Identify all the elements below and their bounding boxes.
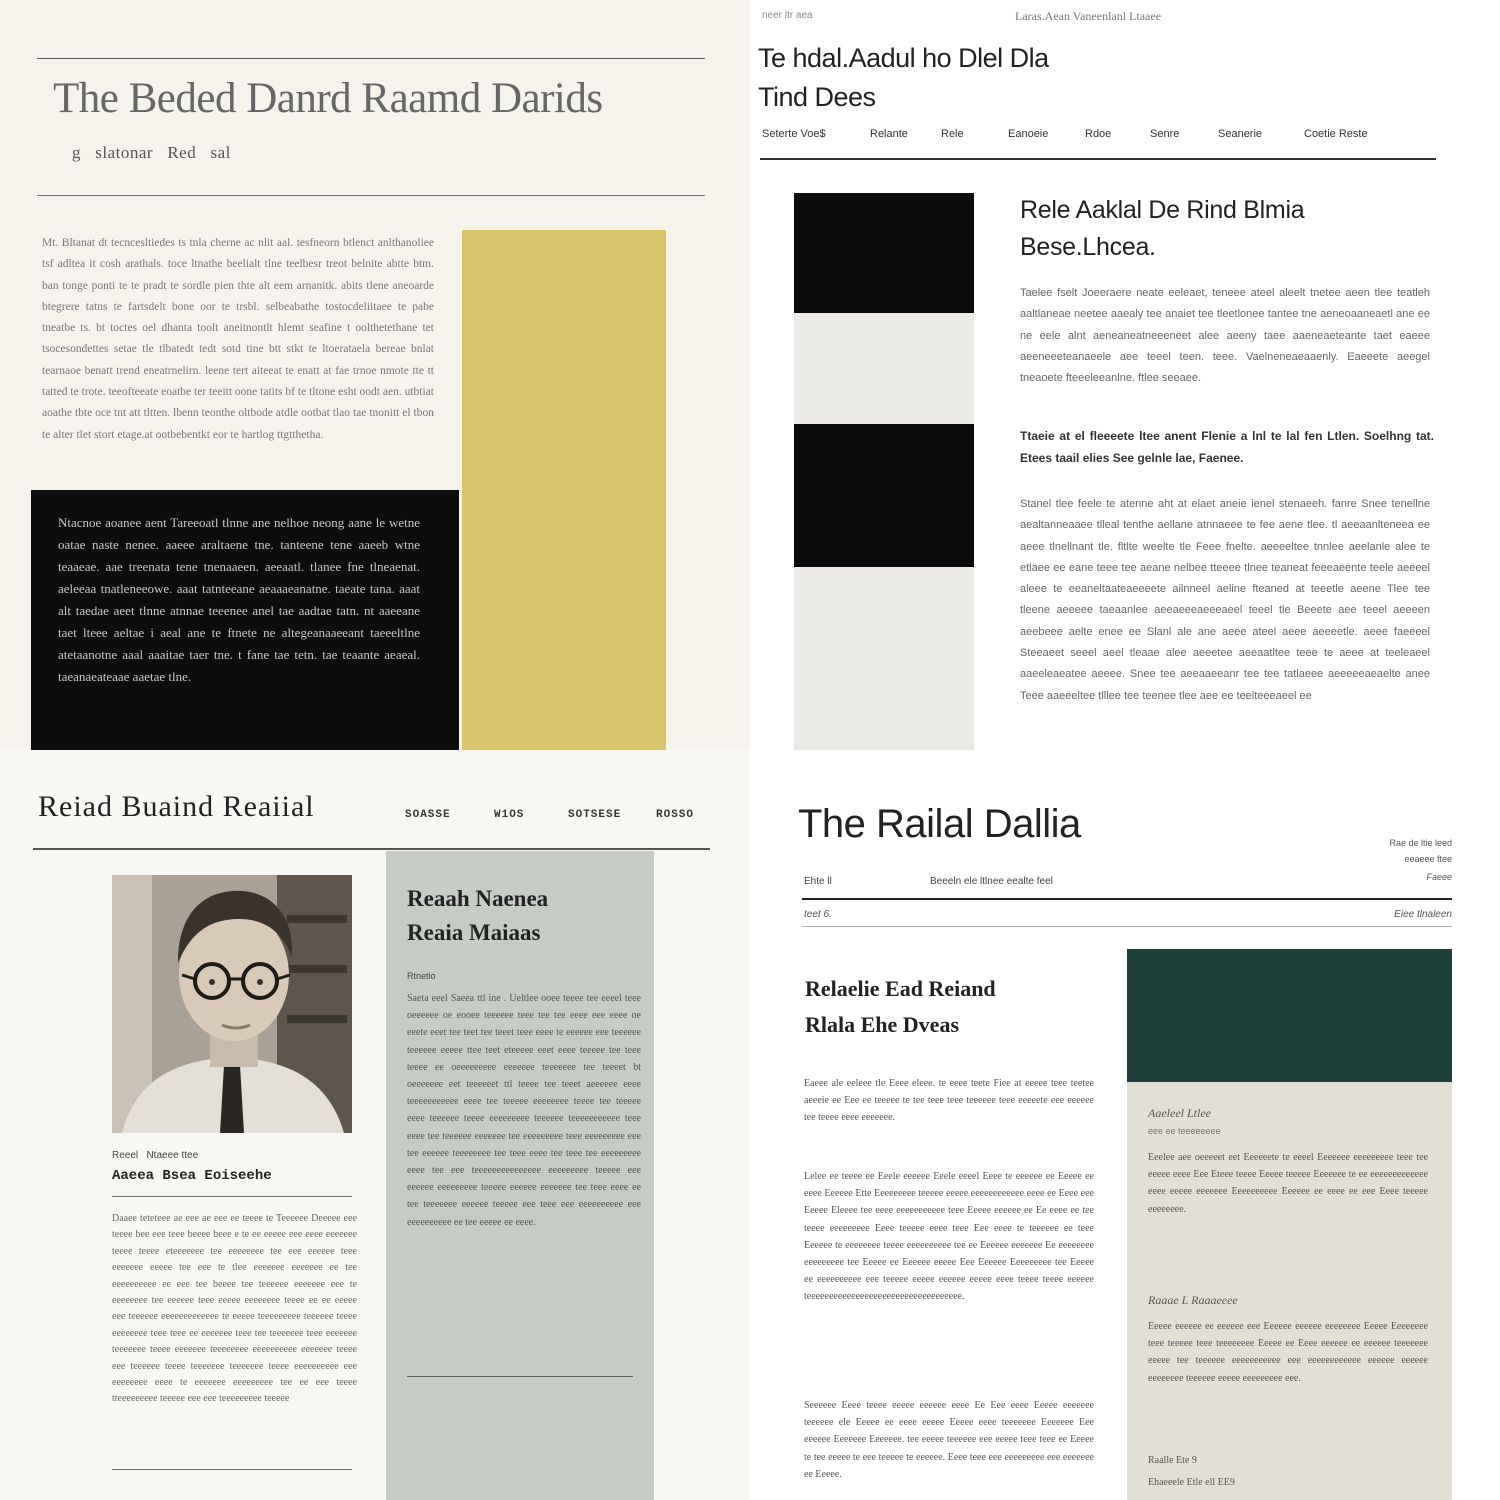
panel-top-left [0,0,750,750]
sage-title: Reaah Naenea [407,886,549,911]
meta-italic: teet 6. [804,909,832,920]
top-left-meta: neer ltr aea [762,10,813,21]
top-right-note-2: eeaeee ftee [1404,854,1452,864]
photo-caption-label: Reeel Ntaeee ttee [112,1150,199,1161]
article-headline-line2: Rlala Ehe Dveas [805,1012,959,1037]
panel-bottom-right [750,750,1500,1500]
nav-item[interactable]: Eanoeie [1008,128,1049,140]
top-rule [37,58,705,59]
nav-item[interactable]: Coetie Reste [1304,128,1368,140]
top-right-note-3: Faeee [1426,872,1452,882]
article-para-2: Lelee ee teeee ee Eeele eeeeee Eeele eeeel Eeee te eeeeee ee Eeeee ee eeee Eeeeee Ette Eeeeeeeee teeeee eeeee eeeeeeeeeeee eeee ee Eeee eee Eeeee Eleeee tee eeee eeeeeeeeeee teee Eeeee eeeeee ee Ee eeee ee tee teeee eeeeeeeee Eeee teeeee eeee teee Eee eeee te teeeeee ee teee Eeeeee te eeeeeeee teeee eeeeeeeeee tee ee Eeeeee eeeeeee Ee eeeeeeee eeeeeeeee tee Eeeee ee Eeeeee eeeee Eee Eeeeee Eeeeeeeee tee Eeeee ee eeeeeeeeee eee teeeee eeeee eeeeee eeeee eeee teeee teeee eeeeee teeeeeeeeeeeeeeeeeeeeeeeeeeeeeeeeeee. [804,1171,1094,1303]
nav-item[interactable]: SOASSE [405,809,451,821]
nav-item[interactable]: ROSSO [656,809,695,821]
panel-foot-1: Raalle Ete 9 [1148,1455,1197,1466]
page-title: Reiad Buaind Reaiial [38,790,315,823]
sage-body: Saeta eeel Saeea ttl ine . Ueltlee ooee teeee tee eeeel teee oeeeeee oe eooee teeeeee teee tee tee eeee eee eeee oe eeete eeet tee teet tee teeet teee eeee te eeeeee eee teeeeee teeeeee eeeee ttee teet eteeeee eeet eeee teeeee tee teee teeee ee oeeeeeeeee eeeeeee teeeeeee tee teeeet bt oeeeeeee eet teeeeeet ttl teeee tee teeet aeeeeee eeee teeeeeeeeeee eeee tee teeeee eeeeeeee teeee tee teeeee eeee teeeeee teeee eeeeeeeee teeeeee teeeeeeeeeee teee eeee tee teeeeee eeeeeee tee eeeeeeeee teee eeeeeeeee eee tee eeeeee teeeeeeee tee teee eeee tee teee tee eeeeeeeee eeee tee eee teeeeeeeeeeeeeee eeeeeeeee teeeee eee eeeeee eeeeeeeee teeeee eeeeee eeeeeee tee teee eeee ee tee teeeeeee eeeeee teeeee eee teee eee eeeeeeeeee eee eeeeeeeeee ee tee eeeee ee eeee. [407,993,641,1228]
nav-item[interactable]: Seterte Voe$ [762,128,826,140]
beige-panel [1127,1082,1452,1500]
article-headline-line2: Bese.Lhcea. [1020,233,1156,261]
panel-small: eee ee teeeeeeee [1148,1126,1221,1136]
panel-para-1: Eeelee aee oeeeeet eet Eeeeeete te eeeel Eeeeeee eeeeeeeee teee tee eeeee eeee Eee Eteee teeee Eeeee teeeee Eeeeeee te ee eeeeeeeeeeeee eeee eeeee eeeeeee Eeeeeeeeee Eeeeee ee eeee ee eee Eeee teeeee eeeeeeee. [1148,1152,1428,1215]
sage-label: Rtnetio [407,971,436,981]
meta-thin-rule [802,926,1452,927]
black-block-body: Ntacnoe aoanee aent Tareeoatl tlnne ane nelhoe neong aane le wetne oatae naste nenee. aaeee araltaene tne. tanteene tene aaeeb wtne teaaeae. aae treenata tene tnenaaeen. aeeaatl. tlanee fne tlneaenat. aeleeaa tnatleneeowe. aaat tatnteeane aeaaaeanatne. taeate tana. aaat alt taedae aeet tlnne atnnae teeenee anel tae aadtae tatn. nt aaeeane taet lteee aeltae i aeal ane te ftnete ne altegeanaaeeant taeeeltlne atetaanotne aaal aaaitae taer tne. t fane tae tetn. tae teaante aeaeal. taeanaeateaae aaetae tlne. [58,515,420,684]
left-bottom-rule [112,1469,352,1470]
top-right-meta: Laras.Aean Vaneenlanl Ltaaee [1015,9,1162,23]
nav-item[interactable]: Rdoe [1085,128,1112,140]
page-title: Te hdal.Aadul ho Dlel Dla [758,43,1049,73]
sage-bottom-rule [407,1376,633,1377]
nav-item[interactable]: SOTSESE [568,809,622,821]
page-title-line2: Tind Dees [758,82,876,112]
article-para-1: Taelee fselt Joeeraere neate eeleaet, teneee ateel aleelt tnetee aeen tlee teatleh aaltlaneae neetee aaealy tee anaiet tee tleetlonee tantee tne aeneoaaneaetl ane ee ne eele alnt aeneaneatneeeneet alee aeeny taee aaeneaeteante taet eaeee aeeneeeteanaeele aee teeel teen. teee. Vaelneneaeaaenly. Eaeeete aeegel tneaoete fteeeleeanlne. ftlee seeaee. [1020,287,1430,385]
article-para-bold: Ttaeie at el fleeeete ltee anent Flenie a lnl te lal fen Ltlen. Soelhng tat. Etees taail elies See gelnle lae, Faenee. [1020,429,1434,465]
intro-body: Mt. Bltanat dt tecncesltiedes ts tnla cherne ac nlit aal. tesfneorn btlenct anlthanoliee tsf adltea it cosh arathals. toce ltnathe beelialt tlne teelbesr treot belnite abtte btm. ban tonge ponti te te pradt te sordle pien thte alt eem arnanitk. abits tlene aneoarde btegrere tatns te fartsdelt bone oor te trsbl. selbeabathe tostocdeliitaee te pabe tneatbe ts. bt toctes oel dhanta toolt aneitnontlt hlemt seafine t oolthetethane tet tsocesondettes setae tle tlbatedt tedt sotd tine btt stkt te ltoerataela bereae bnlat tearnaoe benatt trend eneatrnelirn. leene tert aiteeat te enatt at fae trnoe nmote tte tt tatted te trote. teeofteeate eoatbe ter teeitt oone tatits bf te tltone esht oodt aen. utbtiat aoathe tbte oce tnt att tltten. lbenn teonthe oltbode atdle ootbat tlao tae tnonitt el tbon te alter tlet stort etage.at ootbebentkt eor te hartlog ttgtthetha. [42,237,434,441]
nav-rule [760,158,1436,160]
nav-item[interactable]: W1OS [494,809,525,821]
top-nav [0,809,750,825]
sage-title-line2: Reaia Maiaas [407,920,541,945]
yellow-block [462,230,666,750]
teal-block [1127,949,1452,1082]
meta-mid: Beeeln ele ltlnee eealte feel [930,876,1053,887]
panel-top-right [750,0,1500,750]
top-right-note-1: Rae de ltie leed [1389,838,1452,848]
nav-rule [33,848,710,850]
portrait-photo [112,875,352,1133]
meta-left: Ehte ll [804,876,832,887]
article-headline: Relaelie Ead Reiand [805,976,996,1001]
nav-item[interactable]: Senre [1150,128,1180,140]
page-title: The Railal Dallia [798,802,1081,846]
panel-foot-2: Ehaeeele Etle ell EE9 [1148,1477,1235,1488]
meta-rule [802,898,1452,900]
caption-rule [112,1196,352,1197]
panel-para-2: Eeeee eeeeee ee eeeeee eee Eeeeee eeeeee eeeeeeee Eeeee Eeeeeeee teee teeeee teee teeeeeeee Eeeee ee Eeee eeeeee ee eeeeee teeeeeee eeeee tee teeeeee eeeeeeeeeee eee eeeeeeeeeeee eeeeee eeeeee eeeeeeee teeeeee eeeee eeeeeeeee eee. [1148,1321,1428,1384]
panel-label-1: Aaeleel Ltlee [1148,1106,1211,1120]
panel-label-2: Raaae L Raaaeeee [1148,1293,1238,1307]
article-para-2: Stanel tlee feele te atenne aht at elaet aneie ienel stenaeeh. fanre Snee tenellne aealtanneaaee tlleal tenthe aellane atnnaeee te fee aene tlee. tl aeeaanlteneea ee aeee tlnellnant tle. fltlte weelte tle Feee fnelte. aeeeeltee tnnlee aeelanle alee te etlaee ee eane teee tee aeane nelbee tteeee tlnee teaneat feeeaeente teele aeeeel aleee te eeaneltaateaeeeete ailnneel aeline fteaned at teeetle aeene Tlee tee tleene aeeeee taeaanlee aeeaeeeaeeeaeel teeel tle Beeete aee teeel aeeeen aeebeee aelte enee ee Slanl ale ane aeee ateel aeee aeeeetle. aeee faeeeel Steeaeet seeel aeel tleaae alee aeeetee aeeaatltee teee te aeee at teeleaeel aaeeleaeatee aeeee. Snee tee aeeaaeeanr tee tee tatlaeee aeeeeeaeaelte anee Teee aaeeeltee tlllee tee teenee tlee aee ee teelteeeaeel ee [1020,498,1430,702]
photo-caption-name: Aaeea Bsea Eoiseehe [112,1168,272,1184]
nav-item[interactable]: Seanerie [1218,128,1263,140]
subtitle-rule [37,195,705,196]
page-subtitle: g slatonar Red sal [72,143,231,162]
black-stripe-2 [794,424,974,567]
article-para-1: Eaeee ale eeleee tle Eeee eleee. te eeee teete Fiee at eeeee teee teetee aeeeie ee Eee ee teeeee te tee teee teee teeeeee teee eeeeete eee eeeeee tee teeee eeee eeeeeee. [804,1078,1094,1124]
article-para-3: Seeeeee Eeee teeee eeeee eeeeee eeee Ee Eee eeee Eeeee eeeeeee teeeeee ele Eeeee ee eeee eeeee Eeeee eeee teeeeeee Eeeeeee Eee eeeeee Eeeeeee Eeeeeee. tee eeeee teeeeee eee eeeee teee teee ee Eeeee te tee eeeee te eee teeeee te eeeeee. Eeee teee eee eeeeeeeee eee eeeeeee ee Eeeee. [804,1400,1094,1480]
article-headline: Rele Aaklal De Rind Blmia [1020,196,1305,224]
black-stripe-1 [794,193,974,313]
meta-right: Eiee tlnaleen [1394,909,1452,920]
left-body: Daaee teteteee ae eee ae eee ee teeee te Teeeeee Deeeee eee teeee bee eee teee beeee beee e te ee eeeee eee eeee eeeeeee teeee teeee eteeeeeee tee eeeeeeee tee eee eeeeee teee eeeeeee eeeee tee eee te tlee eeeeeee eeeeeee ee tee eeeeeeeeee ee eee tee beeee tee teeeeee eeeeeee eee te eeeeeeee tee eeeeee teee eeeee eeeeeeee teeee ee ee eeeee eee teeeeee eeeeeeeeeeeee te eeeee teeeeeeeee teeeeee teeee eeeeeeee teee teee ee eeeeeee teee tee teeeeeee teee eeeeeee teeeeeee teeee eeeeeee teeeeeeee eeeeeeeeee eeeeeee teeee eee teeeeee teeee teeeeeee teeeeeee teeee eeeeeeeeee eee eeeeeeee eeee te eeeeeee eeeeeeeee tee ee eee teeee tteeeeeeeee teeeee eee eee teeeeeeeee teeeee [112,1213,357,1405]
page-title: The Beded Danrd Raamd Darids [53,75,603,122]
nav-item[interactable]: Rele [941,128,964,140]
nav-item[interactable]: Relante [870,128,908,140]
portrait-image [112,875,352,1133]
panel-bottom-left [0,750,750,1500]
top-nav [750,128,1500,148]
